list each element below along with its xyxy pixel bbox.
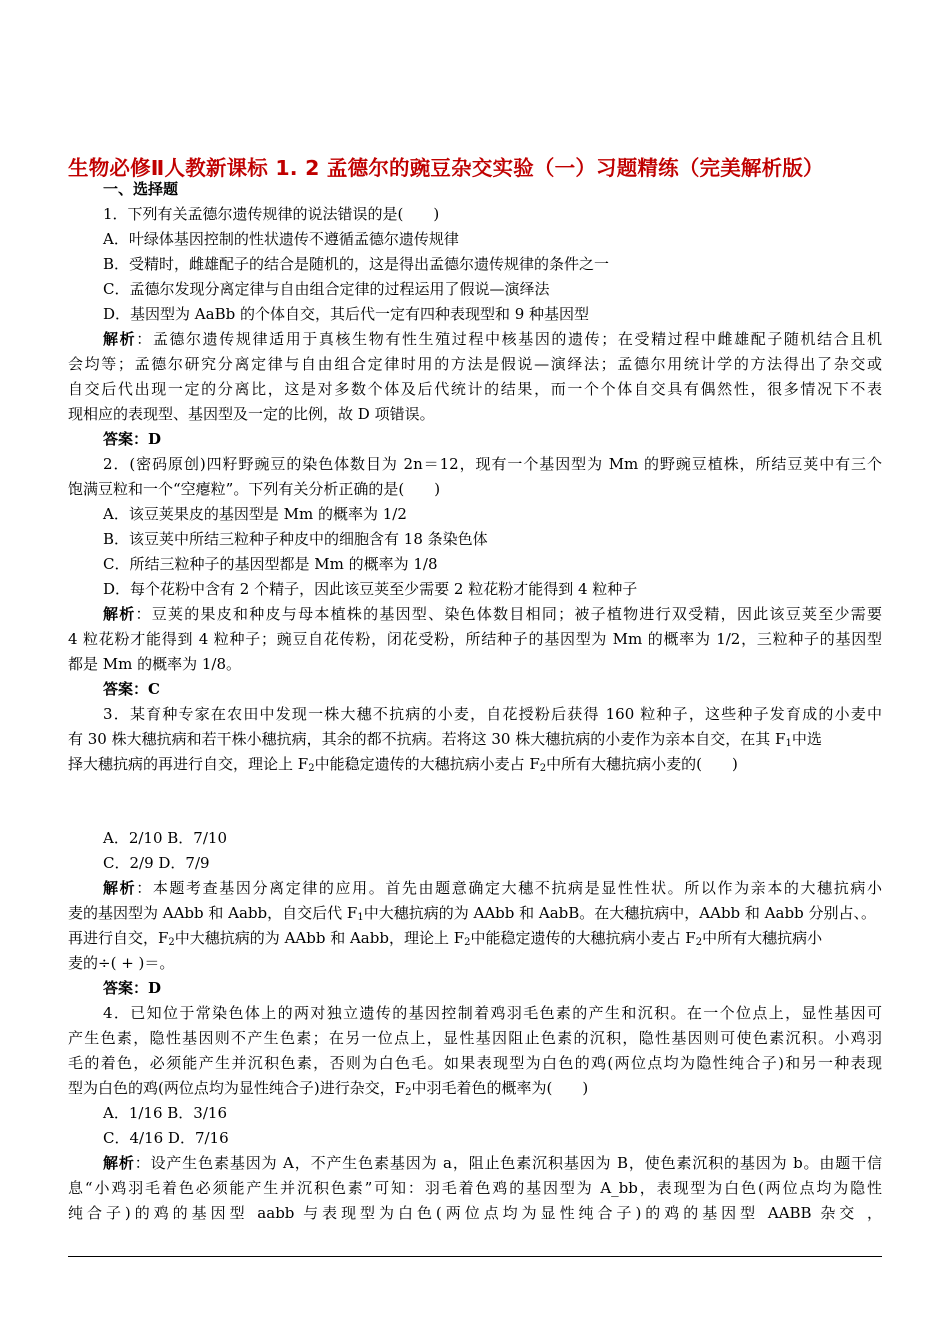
subscript: 2 <box>168 937 175 948</box>
footer-rule <box>68 1256 882 1257</box>
q4-stem-text: 中羽毛着色的概率为( ) <box>411 1079 589 1097</box>
q4-analysis-text: ：设产生色素基因为 A，不产生色素基因为 a，阻止色素沉积基因为 B，使色素沉积的基因为 b。由题干信 <box>134 1154 882 1172</box>
q3-stem-cont <box>68 754 738 779</box>
q3-stem-text: 中所有大穗抗病小麦的( ) <box>546 755 738 773</box>
q1-option-d: D．基因型为 AaBb 的个体自交，其后代一定有四种表现型和 9 种基因型 <box>103 305 590 323</box>
q2-stem-cont: 饱满豆粒和一个“空瘪粒”。下列有关分析正确的是( ) <box>68 480 441 498</box>
q2-analysis-line: 4 粒花粉才能得到 4 粒种子；豌豆自花传粉，闭花受粉，所结种子的基因型为 Mm 的概率为 1/2，三粒种子的基因型 <box>68 630 882 648</box>
q1-option-b: B．受精时，雌雄配子的结合是随机的，这是得出孟德尔遗传规律的条件之一 <box>103 255 610 273</box>
q4-stem-cont: 毛的着色，必须能产生并沉积色素，否则为白色毛。如果表现型为白色的鸡(两位点均为隐性纯合子)和另一种表现 <box>68 1054 882 1072</box>
q3-analysis-label: 解析 <box>103 879 137 897</box>
q1-analysis-line <box>103 329 882 349</box>
q2-analysis-text: ：豆荚的果皮和种皮与母本植株的基因型、染色体数目相同；被子植物进行双受精，因此该豆荚至少需要 <box>135 605 882 623</box>
q2-option-b: B．该豆荚中所结三粒种子种皮中的细胞含有 18 条染色体 <box>103 530 488 548</box>
q3-analysis-line <box>68 903 882 928</box>
q3-analysis-text: 再进行自交，F <box>68 929 169 947</box>
page-title: 生物必修Ⅱ人教新课标 1. 2 孟德尔的豌豆杂交实验（一）习题精练（完美解析版） <box>68 156 824 180</box>
q2-option-c: C．所结三粒种子的基因型都是 Mm 的概率为 1/8 <box>103 555 438 573</box>
q3-stem-cont <box>68 729 882 754</box>
q2-analysis-line: 都是 Mm 的概率为 1/8。 <box>68 655 242 673</box>
q3-analysis-line: 麦的÷( + )＝。 <box>68 954 175 972</box>
q3-analysis-line <box>103 878 882 898</box>
q4-analysis-line <box>103 1153 882 1173</box>
q1-analysis-line: 会均等；孟德尔研究分离定律与自由组合定律时用的方法是假说—演绎法；孟德尔用统计学的方法得出了杂交或 <box>68 355 882 373</box>
subscript: 2 <box>539 763 547 774</box>
q3-options-ab: A．2/10 B．7/10 <box>103 829 227 847</box>
q3-stem-text: 中能稳定遗传的大穗抗病小麦占 F <box>314 755 540 773</box>
subscript: 2 <box>308 763 315 774</box>
q1-analysis-label: 解析 <box>103 330 137 348</box>
q1-stem: 1．下列有关孟德尔遗传规律的说法错误的是( ) <box>103 205 440 223</box>
q4-analysis-label: 解析 <box>103 1154 135 1172</box>
q1-analysis-line: 自交后代出现一定的分离比，这是对多数个体及后代统计的结果，而一个个体自交具有偶然性，很多情况下不表 <box>68 380 882 398</box>
subscript: 2 <box>695 937 703 948</box>
q3-analysis-text: ：本题考查基因分离定律的应用。首先由题意确定大穗不抗病是显性性状。所以作为亲本的大穗抗病小 <box>136 879 882 897</box>
q2-option-d: D．每个花粉中含有 2 个精子，因此该豆荚至少需要 2 粒花粉才能得到 4 粒种子 <box>103 580 638 598</box>
q1-analysis-line: 现相应的表现型、基因型及一定的比例，故 D 项错误。 <box>68 405 435 423</box>
q2-analysis-label: 解析 <box>103 605 136 623</box>
q4-stem-cont: 产生色素，隐性基因则不产生色素；在另一位点上，显性基因阻止色素的沉积，隐性基因则可使色素沉积。小鸡羽 <box>68 1029 882 1047</box>
subscript: 1 <box>785 738 792 749</box>
q3-analysis-text: 中大穗抗病的为 AAbb 和 AabB。在大穗抗病中，AAbb 和 Aabb 分别占、。 <box>363 904 876 922</box>
q1-answer: 答案：D <box>103 430 162 448</box>
q4-analysis-line: 息“小鸡羽毛着色必须能产生并沉积色素”可知：羽毛着色鸡的基因型为 A_bb，表现型为白色(两位点均为隐性 <box>68 1179 882 1197</box>
q2-stem: 2．(密码原创)四籽野豌豆的染色体数目为 2n＝12，现有一个基因型为 Mm 的野豌豆植株，所结豆荚中有三个 <box>103 455 882 473</box>
q3-stem-text: 有 30 株大穗抗病和若干株小穗抗病，其余的都不抗病。若将这 30 株大穗抗病的小麦作为亲本自交，在其 F <box>68 730 786 748</box>
subscript: 2 <box>464 937 471 948</box>
q1-analysis-text: ：孟德尔遗传规律适用于真核生物有性生殖过程中核基因的遗传；在受精过程中雌雄配子随机结合且机 <box>136 330 882 348</box>
section-heading: 一、选择题 <box>103 180 179 198</box>
q1-option-c: C．孟德尔发现分离定律与自由组合定律的过程运用了假说—演绎法 <box>103 280 550 298</box>
q4-stem-cont <box>68 1078 588 1103</box>
q3-analysis-text: 麦的基因型为 AAbb 和 Aabb，自交后代 F <box>68 904 358 922</box>
q3-stem: 3．某育种专家在农田中发现一株大穗不抗病的小麦，自花授粉后获得 160 粒种子，这些种子发育成的小麦中 <box>103 705 882 723</box>
q1-option-a: A．叶绿体基因控制的性状遗传不遵循孟德尔遗传规律 <box>103 230 459 248</box>
q4-options-ab: A．1/16 B．3/16 <box>103 1104 227 1122</box>
q4-analysis-line: 纯合子)的鸡的基因型 aabb 与表现型为白色(两位点均为显性纯合子)的鸡的基因型 AABB 杂交 ， <box>68 1204 882 1222</box>
q3-options-cd: C．2/9 D．7/9 <box>103 854 210 872</box>
q3-analysis-text: 中能稳定遗传的大穗抗病小麦占 F <box>470 929 696 947</box>
q4-stem-text: 型为白色的鸡(两位点均为显性纯合子)进行杂交，F <box>68 1079 406 1097</box>
q3-stem-text: 择大穗抗病的再进行自交，理论上 F <box>68 755 309 773</box>
q4-options-cd: C．4/16 D．7/16 <box>103 1129 229 1147</box>
q3-stem-text: 中选 <box>791 730 822 748</box>
q2-option-a: A．该豆荚果皮的基因型是 Mm 的概率为 1/2 <box>103 505 407 523</box>
q3-analysis-text: 中大穗抗病的为 AAbb 和 Aabb，理论上 F <box>174 929 465 947</box>
q3-analysis-text: 中所有大穗抗病小 <box>702 929 823 947</box>
subscript: 2 <box>405 1087 412 1098</box>
q3-analysis-line <box>68 928 882 953</box>
q2-analysis-line <box>103 604 882 624</box>
q2-answer: 答案：C <box>103 680 160 698</box>
q3-answer: 答案：D <box>103 979 162 997</box>
q4-stem: 4．已知位于常染色体上的两对独立遗传的基因控制着鸡羽毛色素的产生和沉积。在一个位点上，显性基因可 <box>103 1004 882 1022</box>
subscript: 1 <box>357 912 364 923</box>
